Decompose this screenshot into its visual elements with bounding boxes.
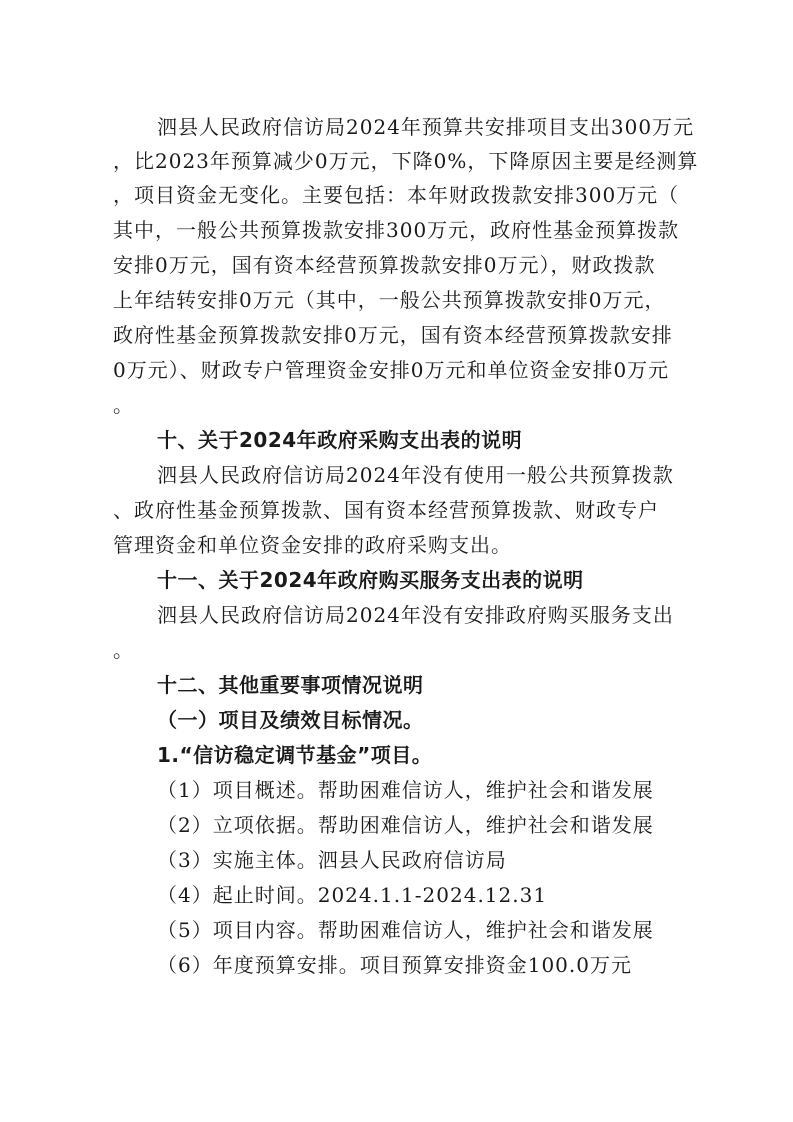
paragraph-line: 泗县人民政府信访局2024年没有安排政府购买服务支出	[157, 603, 674, 627]
paragraph-line: 泗县人民政府信访局2024年没有使用一般公共预算拨款	[157, 463, 674, 487]
paragraph-line: 其中，一般公共预算拨款安排300万元，政府性基金预算拨款	[113, 218, 680, 242]
paragraph-line: 上年结转安排0万元（其中，一般公共预算拨款安排0万元，	[113, 288, 666, 312]
project-title: 1.“信访稳定调节基金”项目。	[157, 743, 433, 767]
paragraph-line: 政府性基金预算拨款安排0万元，国有资本经营预算拨款安排	[113, 323, 673, 347]
list-item: （1）项目概述。帮助困难信访人，维护社会和谐发展	[157, 778, 654, 802]
paragraph-line: 。	[113, 638, 134, 662]
paragraph-line: 0万元）、财政专户管理资金安排0万元和单位资金安排0万元	[113, 358, 670, 382]
section-heading: 十、关于2024年政府采购支出表的说明	[157, 428, 523, 452]
paragraph-line: ，项目资金无变化。主要包括：本年财政拨款安排300万元（	[113, 183, 680, 207]
paragraph-line: ，比2023年预算减少0万元，下降0%，下降原因主要是经测算	[113, 149, 699, 173]
paragraph-line: 。	[113, 393, 134, 417]
list-item: （6）年度预算安排。项目预算安排资金100.0万元	[157, 953, 632, 977]
paragraph-line: 安排0万元，国有资本经营预算拨款安排0万元），财政拨款	[113, 253, 656, 277]
paragraph-line: 泗县人民政府信访局2024年预算共安排项目支出300万元	[157, 115, 695, 139]
paragraph-line: 、政府性基金预算拨款、国有资本经营预算拨款、财政专户	[113, 498, 659, 522]
list-item: （2）立项依据。帮助困难信访人，维护社会和谐发展	[157, 813, 654, 837]
section-heading: 十一、关于2024年政府购买服务支出表的说明	[157, 568, 584, 592]
paragraph-line: 管理资金和单位资金安排的政府采购支出。	[113, 533, 512, 557]
section-heading: 十二、其他重要事项情况说明	[157, 673, 424, 697]
list-item: （5）项目内容。帮助困难信访人，维护社会和谐发展	[157, 918, 654, 942]
list-item: （4）起止时间。2024.1.1-2024.12.31	[157, 883, 548, 907]
list-item: （3）实施主体。泗县人民政府信访局	[157, 848, 507, 872]
subsection-heading: （一）项目及绩效目标情况。	[157, 708, 424, 732]
